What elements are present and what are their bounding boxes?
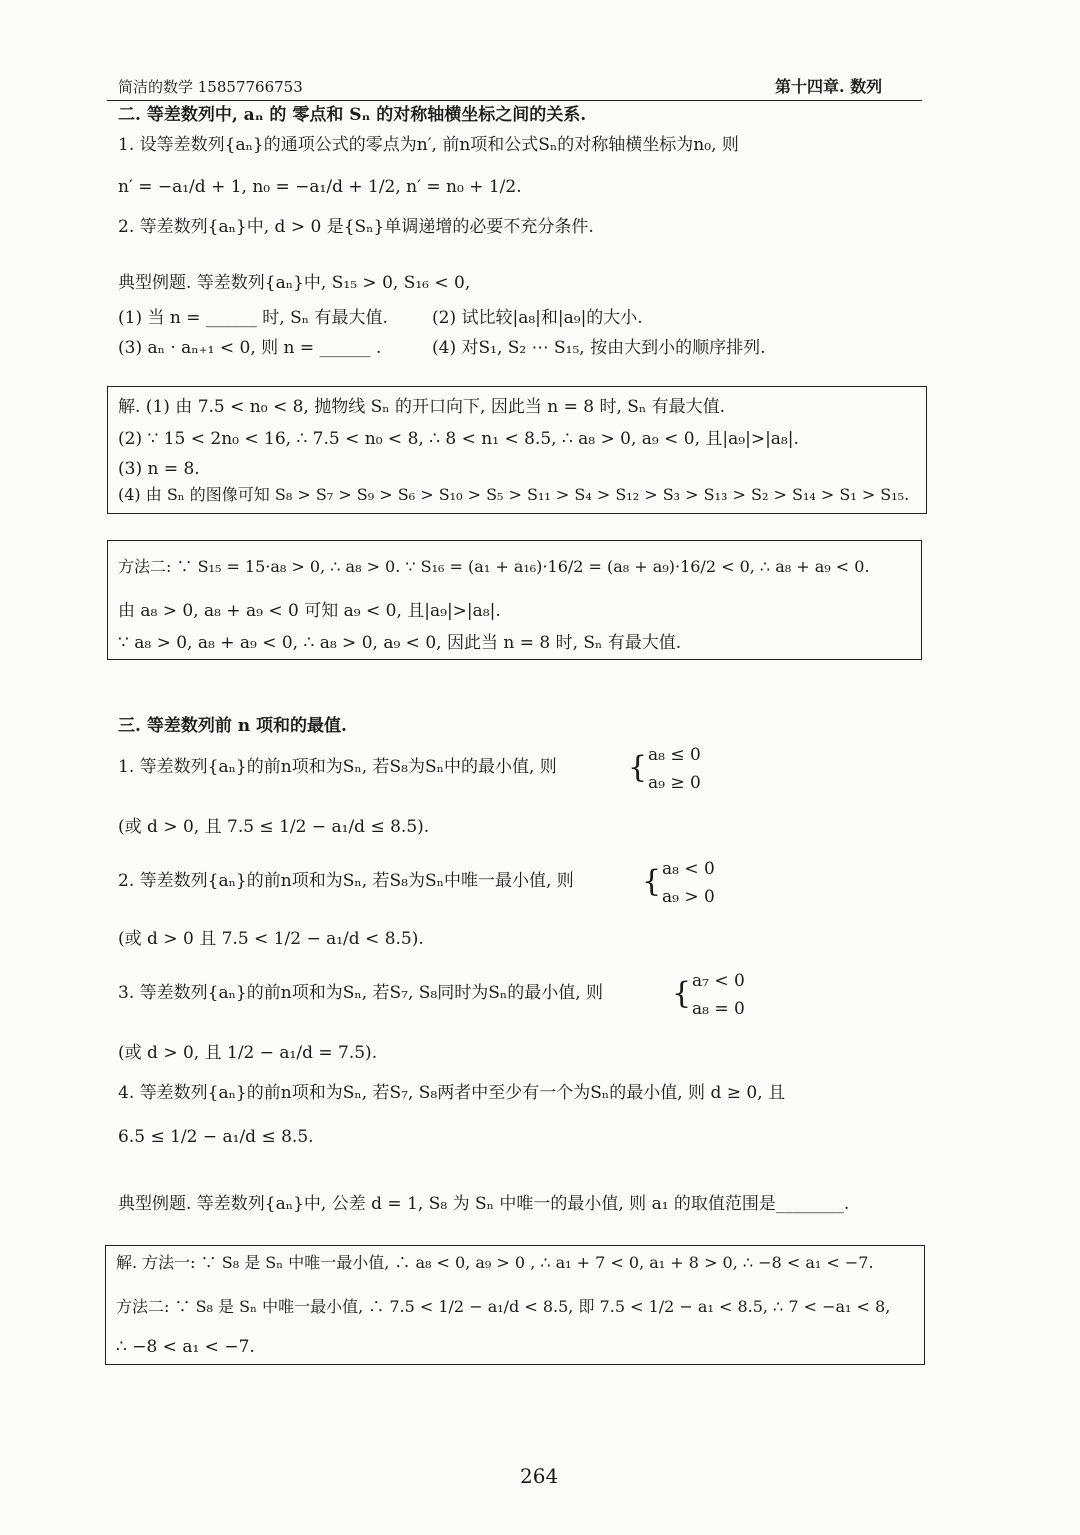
section2-example: 典型例题. 等差数列{aₙ}中, S₁₅ > 0, S₁₆ < 0,: [118, 273, 471, 293]
section3-p4: 4. 等差数列{aₙ}的前n项和为Sₙ, 若S₇, S₈两者中至少有一个为Sₙ的最小值, 则 d ≥ 0, 且: [118, 1083, 785, 1103]
system1-row1: a₈ ≤ 0: [648, 745, 701, 765]
section2-p2: 2. 等差数列{aₙ}中, d > 0 是{Sₙ}单调递增的必要不充分条件.: [118, 217, 594, 237]
brace-1: {: [628, 750, 648, 785]
question-1: (1) 当 n = ______ 时, Sₙ 有最大值.: [118, 308, 388, 328]
section2-p1: 1. 设等差数列{aₙ}的通项公式的零点为n′, 前n项和公式Sₙ的对称轴横坐标为n₀, 则: [118, 135, 739, 155]
question-4: (4) 对S₁, S₂ ⋯ S₁₅, 按由大到小的顺序排列.: [432, 338, 766, 358]
section3-p2-note: (或 d > 0 且 7.5 < 1/2 − a₁/d < 8.5).: [118, 929, 424, 949]
section3-p2: 2. 等差数列{aₙ}的前n项和为Sₙ, 若S₈为Sₙ中唯一最小值, 则: [118, 871, 574, 891]
section2-p1-formula: n′ = −a₁/d + 1, n₀ = −a₁/d + 1/2, n′ = n₀ + 1/2.: [118, 177, 522, 197]
solution1-line2: (2) ∵ 15 < 2n₀ < 16, ∴ 7.5 < n₀ < 8, ∴ 8 < n₁ < 8.5, ∴ a₈ > 0, a₉ < 0, 且|a₉|>|a₈|.: [118, 429, 799, 449]
solution1-line4: (4) 由 Sₙ 的图像可知 S₈ > S₇ > S₉ > S₆ > S₁₀ > S₅ > S₁₁ > S₄ > S₁₂ > S₃ > S₁₃ > S₂ > S₁₄ > S₁ > S₁₅.: [118, 485, 910, 504]
section3-p1-note: (或 d > 0, 且 7.5 ≤ 1/2 − a₁/d ≤ 8.5).: [118, 817, 430, 837]
solution2-line1: 解. 方法一: ∵ S₈ 是 Sₙ 中唯一最小值, ∴ a₈ < 0, a₉ > 0 , ∴ a₁ + 7 < 0, a₁ + 8 > 0, ∴ −8 < a₁ < −7.: [116, 1253, 874, 1272]
section3-p1: 1. 等差数列{aₙ}的前n项和为Sₙ, 若S₈为Sₙ中的最小值, 则: [118, 757, 557, 777]
method2-line2: 由 a₈ > 0, a₈ + a₉ < 0 可知 a₉ < 0, 且|a₉|>|a₈|.: [118, 601, 501, 621]
system2-row1: a₈ < 0: [662, 859, 715, 879]
header-left: 简洁的数学 15857766753: [118, 78, 303, 96]
method2-line3: ∵ a₈ > 0, a₈ + a₉ < 0, ∴ a₈ > 0, a₉ < 0, 因此当 n = 8 时, Sₙ 有最大值.: [118, 633, 682, 653]
brace-3: {: [672, 976, 692, 1011]
solution2-line2: 方法二: ∵ S₈ 是 Sₙ 中唯一最小值, ∴ 7.5 < 1/2 − a₁/d < 8.5, 即 7.5 < 1/2 − a₁ < 8.5, ∴ 7 < −a₁ < 8,: [116, 1297, 891, 1316]
section3-example: 典型例题. 等差数列{aₙ}中, 公差 d = 1, S₈ 为 Sₙ 中唯一的最小值, 则 a₁ 的取值范围是________.: [118, 1194, 850, 1214]
page-number: 264: [520, 1464, 559, 1488]
solution2-line3: ∴ −8 < a₁ < −7.: [116, 1337, 255, 1357]
system1-row2: a₉ ≥ 0: [648, 773, 701, 793]
method2-line1: 方法二: ∵ S₁₅ = 15·a₈ > 0, ∴ a₈ > 0. ∵ S₁₆ = (a₁ + a₁₆)·16/2 = (a₈ + a₉)·16/2 < 0, ∴ a₈ + a₉ < 0.: [118, 557, 870, 576]
solution1-line1: 解. (1) 由 7.5 < n₀ < 8, 抛物线 Sₙ 的开口向下, 因此当 n = 8 时, Sₙ 有最大值.: [118, 397, 726, 417]
brace-2: {: [642, 864, 662, 899]
system3-row2: a₈ = 0: [692, 999, 745, 1019]
question-2: (2) 试比较|a₈|和|a₉|的大小.: [432, 308, 643, 328]
section3-p4-note: 6.5 ≤ 1/2 − a₁/d ≤ 8.5.: [118, 1127, 314, 1147]
question-3: (3) aₙ · aₙ₊₁ < 0, 则 n = ______ .: [118, 338, 382, 358]
system2-row2: a₉ > 0: [662, 887, 715, 907]
section3-p3-note: (或 d > 0, 且 1/2 − a₁/d = 7.5).: [118, 1043, 378, 1063]
solution1-line3: (3) n = 8.: [118, 459, 200, 479]
section2-title: 二. 等差数列中, aₙ 的 零点和 Sₙ 的对称轴横坐标之间的关系.: [118, 105, 587, 125]
system3-row1: a₇ < 0: [692, 971, 745, 991]
section3-title: 三. 等差数列前 n 项和的最值.: [118, 716, 347, 736]
header-right: 第十四章. 数列: [775, 77, 883, 96]
section3-p3: 3. 等差数列{aₙ}的前n项和为Sₙ, 若S₇, S₈同时为Sₙ的最小值, 则: [118, 983, 604, 1003]
header-rule: [107, 100, 922, 101]
